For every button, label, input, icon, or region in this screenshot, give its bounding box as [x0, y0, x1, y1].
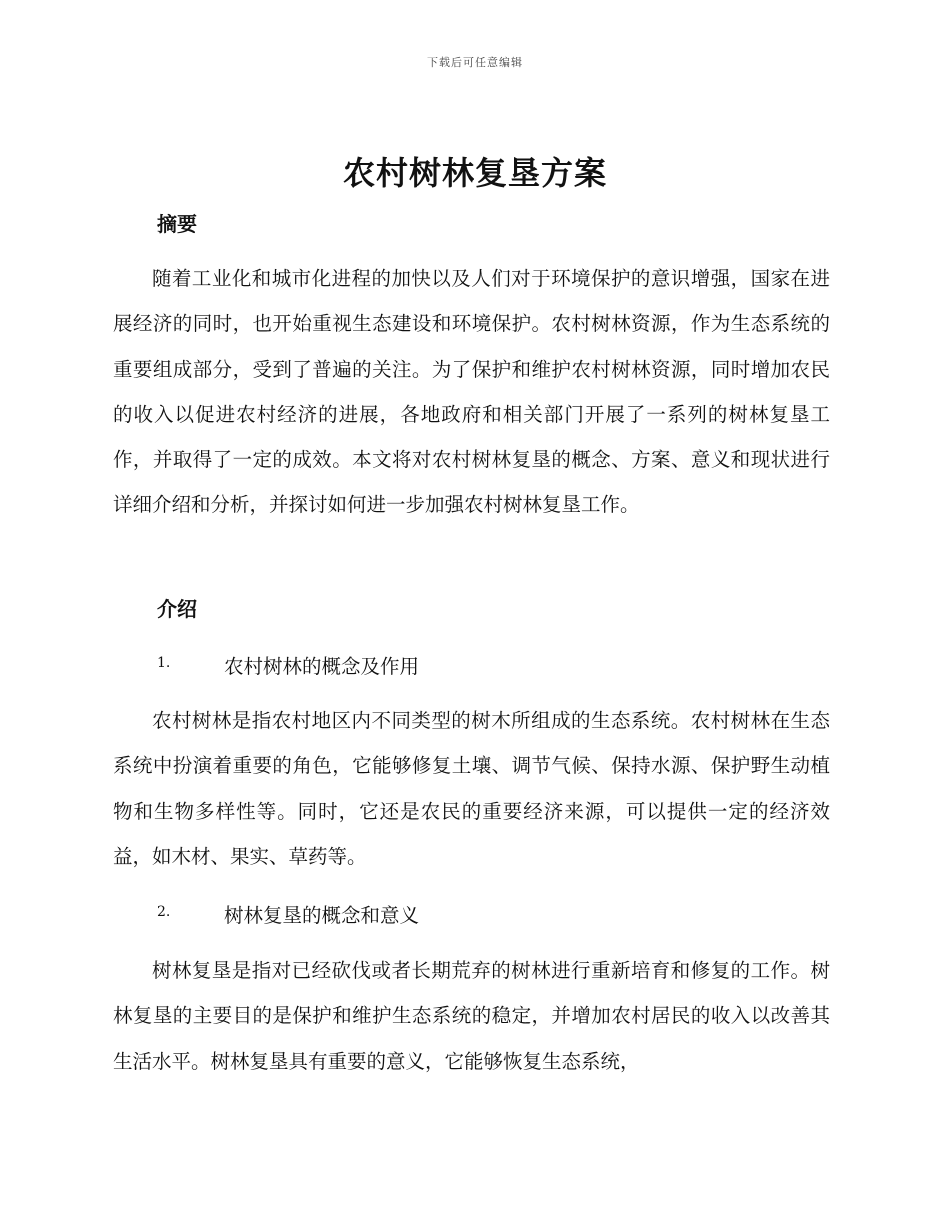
page-header-note: 下载后可任意编辑 [427, 56, 523, 69]
intro-item-1-paragraph: 农村树林是指农村地区内不同类型的树木所组成的生态系统。农村树林在生态系统中扮演着重要的角色，它能够修复土壤、调节气候、保持水源、保护野生动植物和生物多样性等。同时，它还是农民的重要经济来源，可以提供一定的经济效益，如木材、果实、草药等。 [113, 709, 830, 868]
abstract-paragraph: 随着工业化和城市化进程的加快以及人们对于环境保护的意识增强，国家在进展经济的同时，也开始重视生态建设和环境保护。农村树林资源，作为生态系统的重要组成部分，受到了普遍的关注。为了保护和维护农村树林资源，同时增加农民的收入以促进农村经济的进展，各地政府和相关部门开展了一系列的树林复垦工作，并取得了一定的成效。本文将对农村树林复垦的概念、方案、意义和现状进行详细介绍和分析，并探讨如何进一步加强农村树林复垦工作。 [113, 267, 830, 517]
intro-item-2-paragraph: 树林复垦是指对已经砍伐或者长期荒弃的树林进行重新培育和修复的工作。树林复垦的主要目的是保护和维护生态系统的稳定，并增加农村居民的收入以改善其生活水平。树林复垦具有重要的意义，它能够恢复生态系统， [113, 959, 830, 1073]
item-title: 树林复垦的概念和意义 [224, 904, 420, 927]
intro-heading: 介绍 [157, 597, 197, 621]
abstract-heading: 摘要 [157, 212, 197, 236]
item-title: 农村树林的概念及作用 [224, 655, 420, 678]
item-number: 2. [157, 904, 171, 920]
document-title: 农村树林复垦方案 [342, 154, 607, 192]
item-number: 1. [157, 655, 171, 671]
